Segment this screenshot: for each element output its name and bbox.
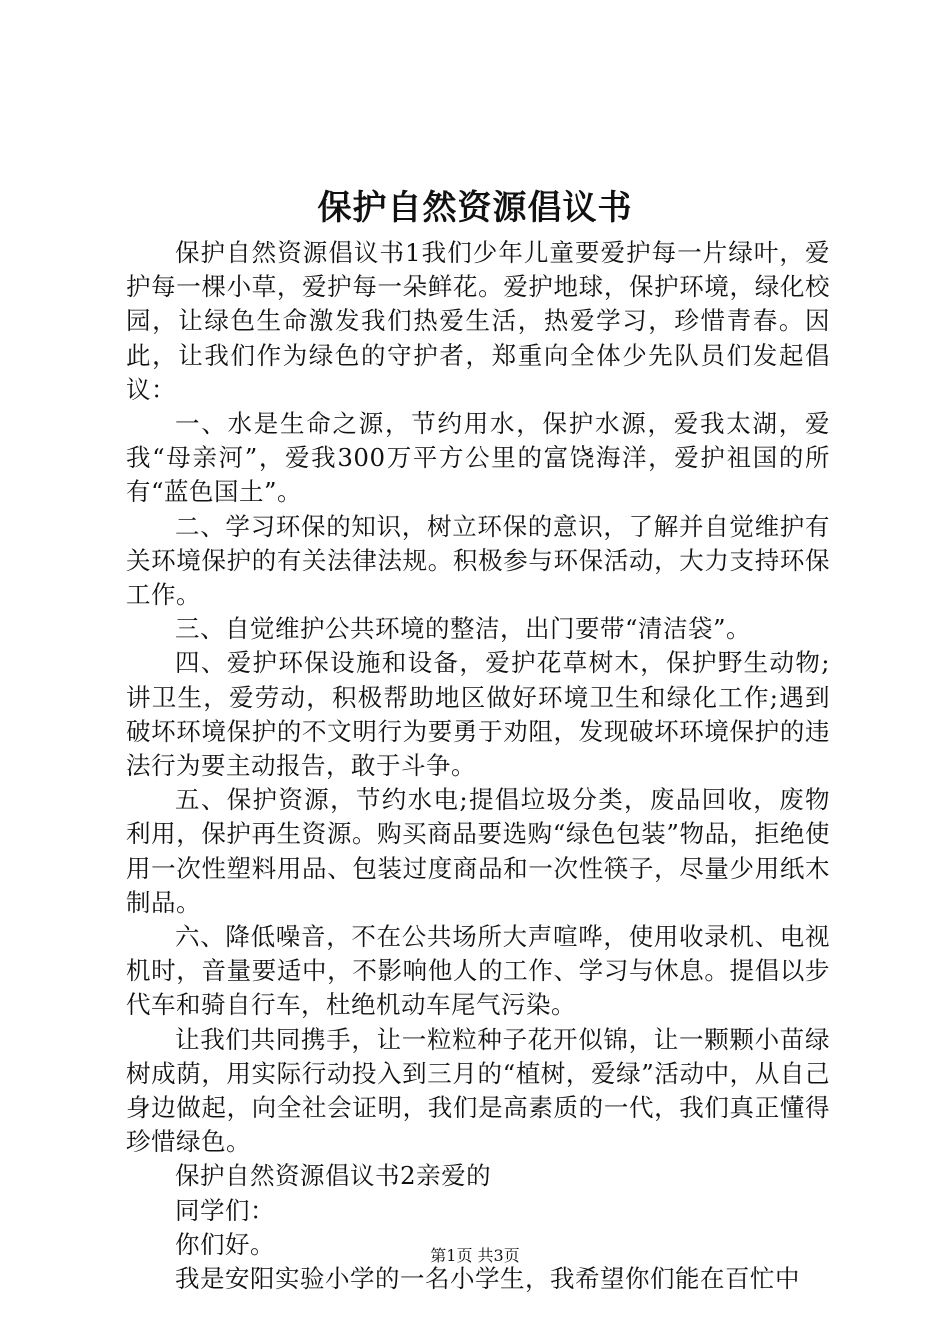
document-body <box>126 236 830 1296</box>
paragraph: 一、水是生命之源，节约用水，保护水源，爱我太湖，爱我“母亲河”，爱我300万平方公里的富饶海洋，爱护祖国的所有“蓝色国土”。 <box>126 409 830 507</box>
paragraph: 二、学习环保的知识，树立环保的意识，了解并自觉维护有关环境保护的有关法律法规。积极参与环保活动，大力支持环保工作。 <box>126 511 830 610</box>
paragraph: 让我们共同携手，让一粒粒种子花开似锦，让一颗颗小苗绿树成荫，用实际行动投入到三月的“植树，爱绿”活动中，从自己身边做起，向全社会证明，我们是高素质的一代，我们真正懂得珍惜绿色。 <box>126 1024 830 1157</box>
paragraph: 保护自然资源倡议书2亲爱的 <box>175 1161 492 1191</box>
page-footer: 第1页 共3页 <box>430 1246 520 1265</box>
paragraph: 四、爱护环保设施和设备，爱护花草树木，保护野生动物;讲卫生，爱劳动，积极帮助地区做好环境卫生和绿化工作;遇到破坏环境保护的不文明行为要勇于劝阻，发现破坏环境保护的违法行为要主动报告，敢于斗争。 <box>126 648 830 781</box>
document-title: 保护自然资源倡议书 <box>317 188 633 228</box>
paragraph: 你们好。 <box>175 1229 275 1259</box>
paragraph: 我是安阳实验小学的一名小学生，我希望你们能在百忙中 <box>175 1264 800 1294</box>
paragraph: 五、保护资源，节约水电;提倡垃圾分类，废品回收，废物利用，保护再生资源。购买商品要选购“绿色包装”物品，拒绝使用一次性塑料用品、包装过度商品和一次性筷子，尽量少用纸木制品。 <box>126 785 830 917</box>
paragraph: 六、降低噪音，不在公共场所大声喧哗，使用收录机、电视机时，音量要适中，不影响他人的工作、学习与休息。提倡以步代车和骑自行车，杜绝机动车尾气污染。 <box>126 922 830 1020</box>
paragraph: 同学们： <box>175 1195 275 1225</box>
paragraph: 保护自然资源倡议书1我们少年儿童要爱护每一片绿叶，爱护每一棵小草，爱护每一朵鲜花。爱护地球，保护环境，绿化校园，让绿色生命激发我们热爱生活，热爱学习，珍惜青春。因此，让我们作为绿色的守护者，郑重向全体少先队员们发起倡议： <box>126 238 830 404</box>
paragraph: 三、自觉维护公共环境的整洁，出门要带“清洁袋”。 <box>175 614 752 644</box>
